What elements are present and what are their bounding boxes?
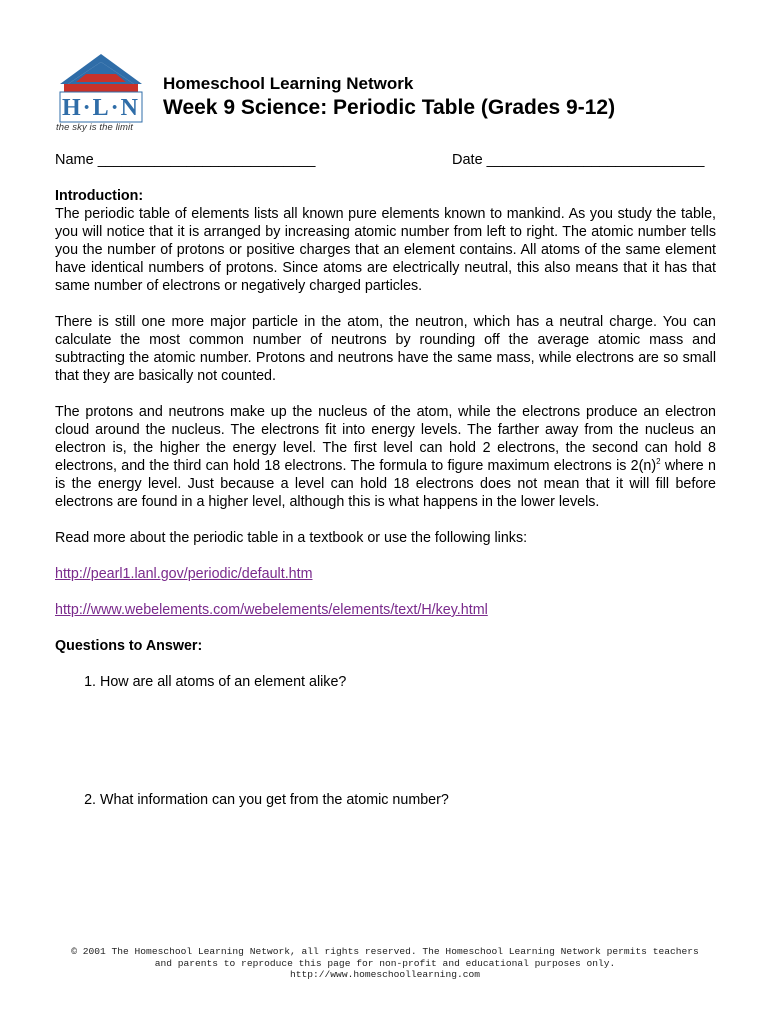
intro-paragraph-1: The periodic table of elements lists all known pure elements known to mankind. As you study the table, you will notice that it is arranged by increasing atomic number from left to right. The atomic number tells you the number of protons or positive charges that an element contains. All atoms of the same element have identical numbers of protons. Since atoms are electrically neutral, this also means that it has that same number of electrons or negatively charged particles. [55,206,716,294]
question-item: 1. How are all atoms of an element alike? [100,673,716,691]
worksheet-body [55,187,716,809]
footer-url[interactable]: http://www.homeschoollearning.com [290,969,480,980]
footer-line-1: © 2001 The Homeschool Learning Network, all rights reserved. The Homeschool Learning Network permits teachers [71,946,699,957]
question-item: 2. What information can you get from the atomic number? [100,791,716,809]
footer-line-2: and parents to reproduce this page for non-profit and educational purposes only. [154,957,616,969]
questions-heading: Questions to Answer: [55,638,203,654]
questions-list [55,673,716,809]
intro-heading: Introduction: [55,188,144,204]
link-webelements[interactable]: http://www.webelements.com/webelements/elements/text/H/key.html [55,602,488,618]
name-field[interactable]: Name ___________________________ [55,152,316,168]
intro-paragraph-4: Read more about the periodic table in a textbook or use the following links: [55,530,528,546]
page-title: Week 9 Science: Periodic Table (Grades 9-12) [163,96,616,119]
intro-paragraph-2: There is still one more major particle in the atom, the neutron, which has a neutral charge. You can calculate the most common number of neutrons by rounding off the average atomic mass and subtracting the atomic number. Protons and neutrons have the same mass, while electrons are so small that they are basically not counted. [55,314,716,384]
svg-text:H·L·N: H·L·N [61,95,141,121]
logo-tagline: the sky is the limit [56,122,133,133]
org-name: Homeschool Learning Network [163,74,414,93]
copyright-footer [0,946,770,981]
link-lanl[interactable]: http://pearl1.lanl.gov/periodic/default.htm [55,566,313,582]
intro-paragraph-3-text: The protons and neutrons make up the nucleus of the atom, while the electrons produce an electron cloud around the nucleus. The electrons fit into energy levels. The farther away from the nucleus an electron is, the higher the energy level. The first level can hold 2 electrons, the second can hold 8 electrons, and the third can hold 18 electrons. The formula to figure maximum electrons is 2(n) [55,404,716,474]
link-line-1 [55,565,716,583]
exponent: 2 [656,457,661,467]
link-line-2 [55,601,716,619]
date-field[interactable]: Date ___________________________ [452,152,705,168]
intro-paragraph-3 [55,403,716,511]
intro-paragraph-3-rest: where n is the energy level. Just because a level can hold 18 electrons does not mean that it will fill before electrons are found in a higher level, although this is what happens in the lower levels. [55,458,716,510]
